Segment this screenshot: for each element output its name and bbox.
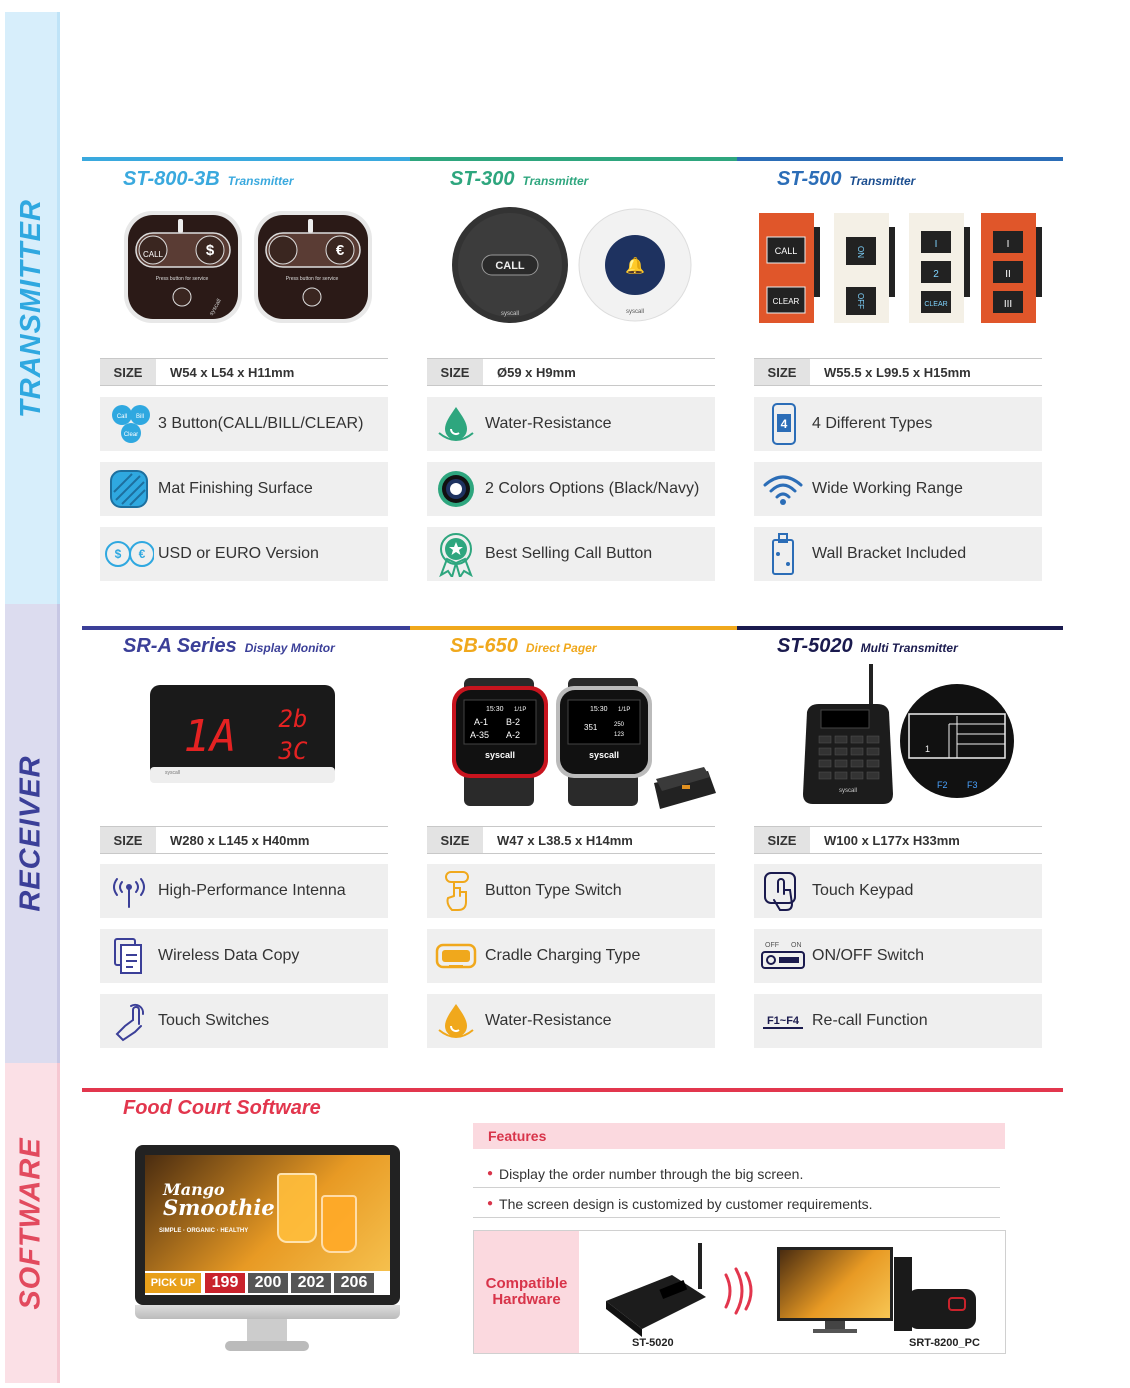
svg-text:I: I xyxy=(934,239,938,250)
product-title: ST-5020 Multi Transmitter xyxy=(777,635,958,657)
data-copy-icon xyxy=(100,929,158,983)
size-row xyxy=(427,358,715,386)
feature-row xyxy=(754,864,1042,918)
feature-row xyxy=(100,929,388,983)
size-label: SIZE xyxy=(100,827,156,853)
svg-text:CLEAR: CLEAR xyxy=(924,301,948,308)
svg-text:III: III xyxy=(1003,299,1013,310)
software-monitor xyxy=(135,1145,400,1357)
wifi-range-icon xyxy=(754,462,812,516)
size-label: SIZE xyxy=(100,359,156,385)
srt8200-image xyxy=(908,1289,976,1329)
product-title: ST-300 Transmitter xyxy=(450,168,589,190)
monitor-screen xyxy=(145,1155,390,1295)
size-label: SIZE xyxy=(427,827,483,853)
software-title: Food Court Software xyxy=(123,1097,321,1119)
feature-label: Best Selling Call Button xyxy=(485,545,653,562)
screen-line2: Smoothie xyxy=(163,1195,275,1220)
svg-text:Call: Call xyxy=(116,414,128,420)
feature-label: 3 Button(CALL/BILL/CLEAR) xyxy=(158,415,364,432)
f2-label: F2 xyxy=(937,780,948,790)
st5020-hardware-image xyxy=(602,1239,712,1339)
pager-page: 1/1P xyxy=(618,707,631,713)
pager-time: 15:30 xyxy=(590,706,608,713)
bar-sra xyxy=(82,626,410,630)
on-off-switch-icon xyxy=(754,929,812,983)
sra-right-bottom: 3C xyxy=(278,737,308,765)
pager-item: A-1 xyxy=(474,717,489,727)
feature-row xyxy=(427,929,715,983)
water-drop-icon xyxy=(427,994,485,1048)
st800-product-image xyxy=(120,207,390,327)
feature-row xyxy=(754,527,1042,581)
touch-keypad-icon xyxy=(754,864,812,918)
st500-product-image xyxy=(757,207,1047,327)
section-label: RECEIVER xyxy=(14,755,47,912)
product-title: SR-A Series Display Monitor xyxy=(123,635,335,657)
order-number: 200 xyxy=(248,1273,288,1293)
feature-row xyxy=(100,527,388,581)
features-header: Features xyxy=(473,1123,1005,1149)
bar-sb650 xyxy=(410,626,737,630)
f3-label: F3 xyxy=(967,780,978,790)
press-text: Press button for service xyxy=(285,276,339,282)
feature-bullet: ● Display the order number through the big screen. xyxy=(473,1160,1000,1188)
bar-st300 xyxy=(410,157,737,161)
svg-text:Bill: Bill xyxy=(135,414,145,420)
pager-item: A-2 xyxy=(506,730,521,740)
st5020-product-image xyxy=(797,664,1022,809)
hw2-caption: SRT-8200_PC xyxy=(909,1337,980,1349)
size-row xyxy=(100,826,388,854)
feature-label: Wall Bracket Included xyxy=(812,545,967,562)
feature-label: USD or EURO Version xyxy=(158,545,319,562)
antenna-icon xyxy=(100,864,158,918)
feature-row xyxy=(754,929,1042,983)
feature-row xyxy=(100,994,388,1048)
product-title: ST-500 Transmitter xyxy=(777,168,916,190)
feature-label: Button Type Switch xyxy=(485,882,622,899)
feature-row xyxy=(427,864,715,918)
order-number: 202 xyxy=(291,1273,331,1293)
svg-text:2: 2 xyxy=(933,269,939,280)
feature-row xyxy=(100,864,388,918)
svg-text:II: II xyxy=(1005,269,1011,280)
off-label: OFF xyxy=(856,293,865,309)
svg-text:1: 1 xyxy=(925,744,931,754)
svg-text:OFF: OFF xyxy=(765,942,779,949)
feature-row xyxy=(754,397,1042,451)
feature-row xyxy=(427,397,715,451)
pager-item: 351 xyxy=(584,723,598,732)
feature-label: Re-call Function xyxy=(812,1012,928,1029)
svg-text:🔔: 🔔 xyxy=(625,258,645,275)
product-title: ST-800-3B Transmitter xyxy=(123,168,294,190)
pager-item: 250 xyxy=(614,722,625,728)
feature-row xyxy=(754,462,1042,516)
pager-item: B-2 xyxy=(506,717,521,727)
brand-label: syscall xyxy=(625,309,645,315)
wall-bracket-icon xyxy=(754,527,812,581)
button-press-icon xyxy=(427,864,485,918)
section-label: SOFTWARE xyxy=(14,1136,47,1310)
size-value: Ø59 x H9mm xyxy=(497,364,576,380)
brand-label: syscall xyxy=(165,770,181,776)
pc-monitor-image xyxy=(777,1247,893,1333)
sra-product-image xyxy=(145,683,340,788)
feature-label: 2 Colors Options (Black/Navy) xyxy=(485,480,700,497)
feature-label: Touch Keypad xyxy=(812,882,914,899)
brand-label: syscall xyxy=(838,788,858,794)
svg-text:$: $ xyxy=(205,242,215,259)
feature-label: Water-Resistance xyxy=(485,415,612,432)
four-types-icon xyxy=(754,397,812,451)
size-value: W280 x L145 x H40mm xyxy=(170,832,310,848)
pager-page: 1/1P xyxy=(514,707,527,713)
touch-hand-icon xyxy=(100,994,158,1048)
feature-bullet: ● The screen design is customized by customer requirements. xyxy=(473,1190,1000,1218)
feature-row xyxy=(427,527,715,581)
order-number: 206 xyxy=(334,1273,374,1293)
bar-st500 xyxy=(737,157,1063,161)
st300-product-image xyxy=(450,207,695,327)
feature-row xyxy=(100,462,388,516)
svg-text:CLEAR: CLEAR xyxy=(772,297,800,306)
feature-label: Touch Switches xyxy=(158,1012,270,1029)
size-value: W54 x L54 x H11mm xyxy=(170,364,295,380)
feature-label: Wide Working Range xyxy=(812,480,963,497)
press-text: Press button for service xyxy=(155,276,209,282)
pager-time: 15:30 xyxy=(486,706,504,713)
bar-software xyxy=(82,1088,1063,1092)
bar-st800 xyxy=(82,157,410,161)
cradle-icon xyxy=(427,929,485,983)
drink-icon xyxy=(277,1173,317,1243)
product-title: SB-650 Direct Pager xyxy=(450,635,597,657)
size-row xyxy=(427,826,715,854)
call-label: CALL xyxy=(142,250,164,259)
feature-label: Cradle Charging Type xyxy=(485,947,641,964)
drink-icon xyxy=(321,1195,357,1253)
feature-label: Wireless Data Copy xyxy=(158,947,300,964)
svg-text:ON: ON xyxy=(791,942,802,949)
size-row xyxy=(754,358,1042,386)
pager-item: 123 xyxy=(614,732,625,738)
on-label: ON xyxy=(856,246,865,258)
size-label: SIZE xyxy=(427,359,483,385)
feature-row xyxy=(427,994,715,1048)
call-label: CALL xyxy=(495,260,525,272)
svg-text:$: $ xyxy=(114,547,122,561)
award-badge-icon xyxy=(427,527,485,581)
svg-text:€: € xyxy=(138,547,146,561)
usd-euro-icon xyxy=(100,527,158,581)
feature-label: High-Performance Intenna xyxy=(158,882,346,899)
size-value: W55.5 x L99.5 x H15mm xyxy=(824,364,971,380)
svg-text:4: 4 xyxy=(780,417,788,431)
brand-label: syscall xyxy=(588,750,620,760)
size-label: SIZE xyxy=(754,359,810,385)
svg-text:F1~F4: F1~F4 xyxy=(766,1015,800,1027)
brand-label: syscall xyxy=(484,750,516,760)
call-bill-clear-icon xyxy=(100,397,158,451)
section-transmitter xyxy=(5,12,60,604)
recall-f1-f4-icon xyxy=(754,994,812,1048)
mat-surface-icon xyxy=(100,462,158,516)
sb650-product-image xyxy=(448,678,720,813)
svg-text:I: I xyxy=(1006,239,1010,250)
size-value: W47 x L38.5 x H14mm xyxy=(497,832,633,848)
svg-text:Clear: Clear xyxy=(123,432,139,438)
size-row xyxy=(100,358,388,386)
size-label: SIZE xyxy=(754,827,810,853)
section-receiver xyxy=(5,604,60,1063)
brand-label: syscall xyxy=(208,298,223,317)
compatible-label: Compatible Hardware xyxy=(474,1231,579,1353)
svg-text:€: € xyxy=(335,242,345,259)
pager-item: A-35 xyxy=(470,730,490,740)
bar-st5020 xyxy=(737,626,1063,630)
compatible-hardware-box xyxy=(473,1230,1006,1354)
feature-label: ON/OFF Switch xyxy=(812,947,925,964)
hw1-caption: ST-5020 xyxy=(632,1337,674,1349)
call-label: CALL xyxy=(774,246,798,256)
pickup-label: PICK UP xyxy=(145,1273,201,1293)
size-value: W100 x L177x H33mm xyxy=(824,832,960,848)
water-drop-icon xyxy=(427,397,485,451)
sra-left-number: 1A xyxy=(183,711,237,762)
feature-label: 4 Different Types xyxy=(812,415,933,432)
color-ring-icon xyxy=(427,462,485,516)
feature-row xyxy=(754,994,1042,1048)
feature-label: Water-Resistance xyxy=(485,1012,612,1029)
section-label: TRANSMITTER xyxy=(14,198,47,418)
signal-waves-icon xyxy=(720,1265,760,1317)
order-number: 199 xyxy=(205,1273,245,1293)
size-row xyxy=(754,826,1042,854)
screen-line1: Mango xyxy=(163,1180,225,1199)
feature-label: Mat Finishing Surface xyxy=(158,480,313,497)
brand-label: syscall xyxy=(500,311,520,317)
feature-row xyxy=(427,462,715,516)
screen-sub: SIMPLE · ORGANIC · HEALTHY xyxy=(159,1228,249,1234)
feature-row xyxy=(100,397,388,451)
section-software xyxy=(5,1063,60,1383)
sra-right-top: 2b xyxy=(278,705,308,733)
